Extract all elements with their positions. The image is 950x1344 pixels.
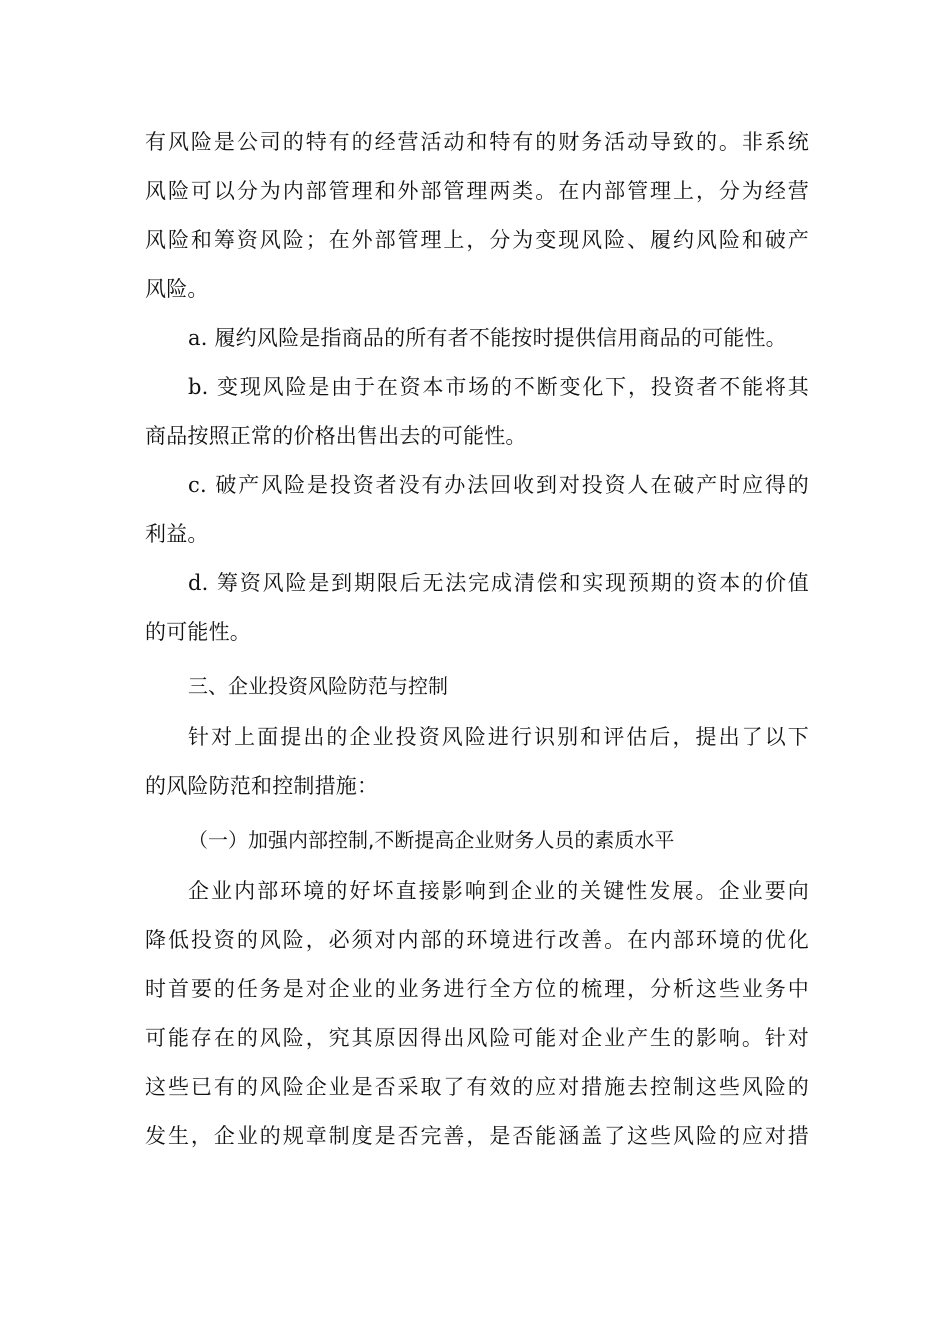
text-line: a. 履约风险是指商品的所有者不能按时提供信用商品的可能性。 <box>188 326 787 350</box>
text-line: b. 变现风险是由于在资本市场的不断变化下，投资者不能将其 <box>188 375 809 399</box>
document-page <box>145 118 809 1161</box>
text-line: 可能存在的风险，究其原因得出风险可能对企业产生的影响。针对 <box>145 1026 809 1050</box>
text-line: 有风险是公司的特有的经营活动和特有的财务活动导致的。非系统 <box>145 130 809 154</box>
text-line: 针对上面提出的企业投资风险进行识别和评估后，提出了以下 <box>188 725 809 749</box>
text-line: 发生，企业的规章制度是否完善，是否能涵盖了这些风险的应对措 <box>145 1124 809 1148</box>
text-line: 风险可以分为内部管理和外部管理两类。在内部管理上，分为经营 <box>145 179 809 203</box>
section-heading: 三、企业投资风险防范与控制 <box>188 674 448 698</box>
text-line: 风险。 <box>145 277 209 301</box>
text-line: 利益。 <box>145 522 209 546</box>
text-line: 风险和筹资风险；在外部管理上，分为变现风险、履约风险和破产 <box>145 228 809 252</box>
paragraph-internal-environment <box>145 867 809 1161</box>
list-item-c <box>145 461 809 559</box>
paragraph-measures-intro <box>145 713 809 811</box>
text-line: 降低投资的风险，必须对内部的环境进行改善。在内部环境的优化 <box>145 928 809 952</box>
text-line: c. 破产风险是投资者没有办法回收到对投资人在破产时应得的 <box>188 473 809 497</box>
list-item-a <box>145 314 809 363</box>
text-line: 时首要的任务是对企业的业务进行全方位的梳理，分析这些业务中 <box>145 977 809 1001</box>
text-line: 企业内部环境的好坏直接影响到企业的关键性发展。企业要向 <box>188 879 809 903</box>
paragraph-nonsystematic-risk <box>145 118 809 314</box>
list-item-b <box>145 363 809 461</box>
text-line: 商品按照正常的价格出售出去的可能性。 <box>145 424 527 448</box>
text-line: d. 筹资风险是到期限后无法完成清偿和实现预期的资本的价值 <box>188 571 809 595</box>
text-line: 这些已有的风险企业是否采取了有效的应对措施去控制这些风险的 <box>145 1075 809 1099</box>
list-item-d <box>145 559 809 657</box>
text-line: 的风险防范和控制措施： <box>145 774 379 798</box>
subsection-heading: （一）加强内部控制,不断提高企业财务人员的素质水平 <box>188 828 675 852</box>
text-line: 的可能性。 <box>145 620 251 644</box>
